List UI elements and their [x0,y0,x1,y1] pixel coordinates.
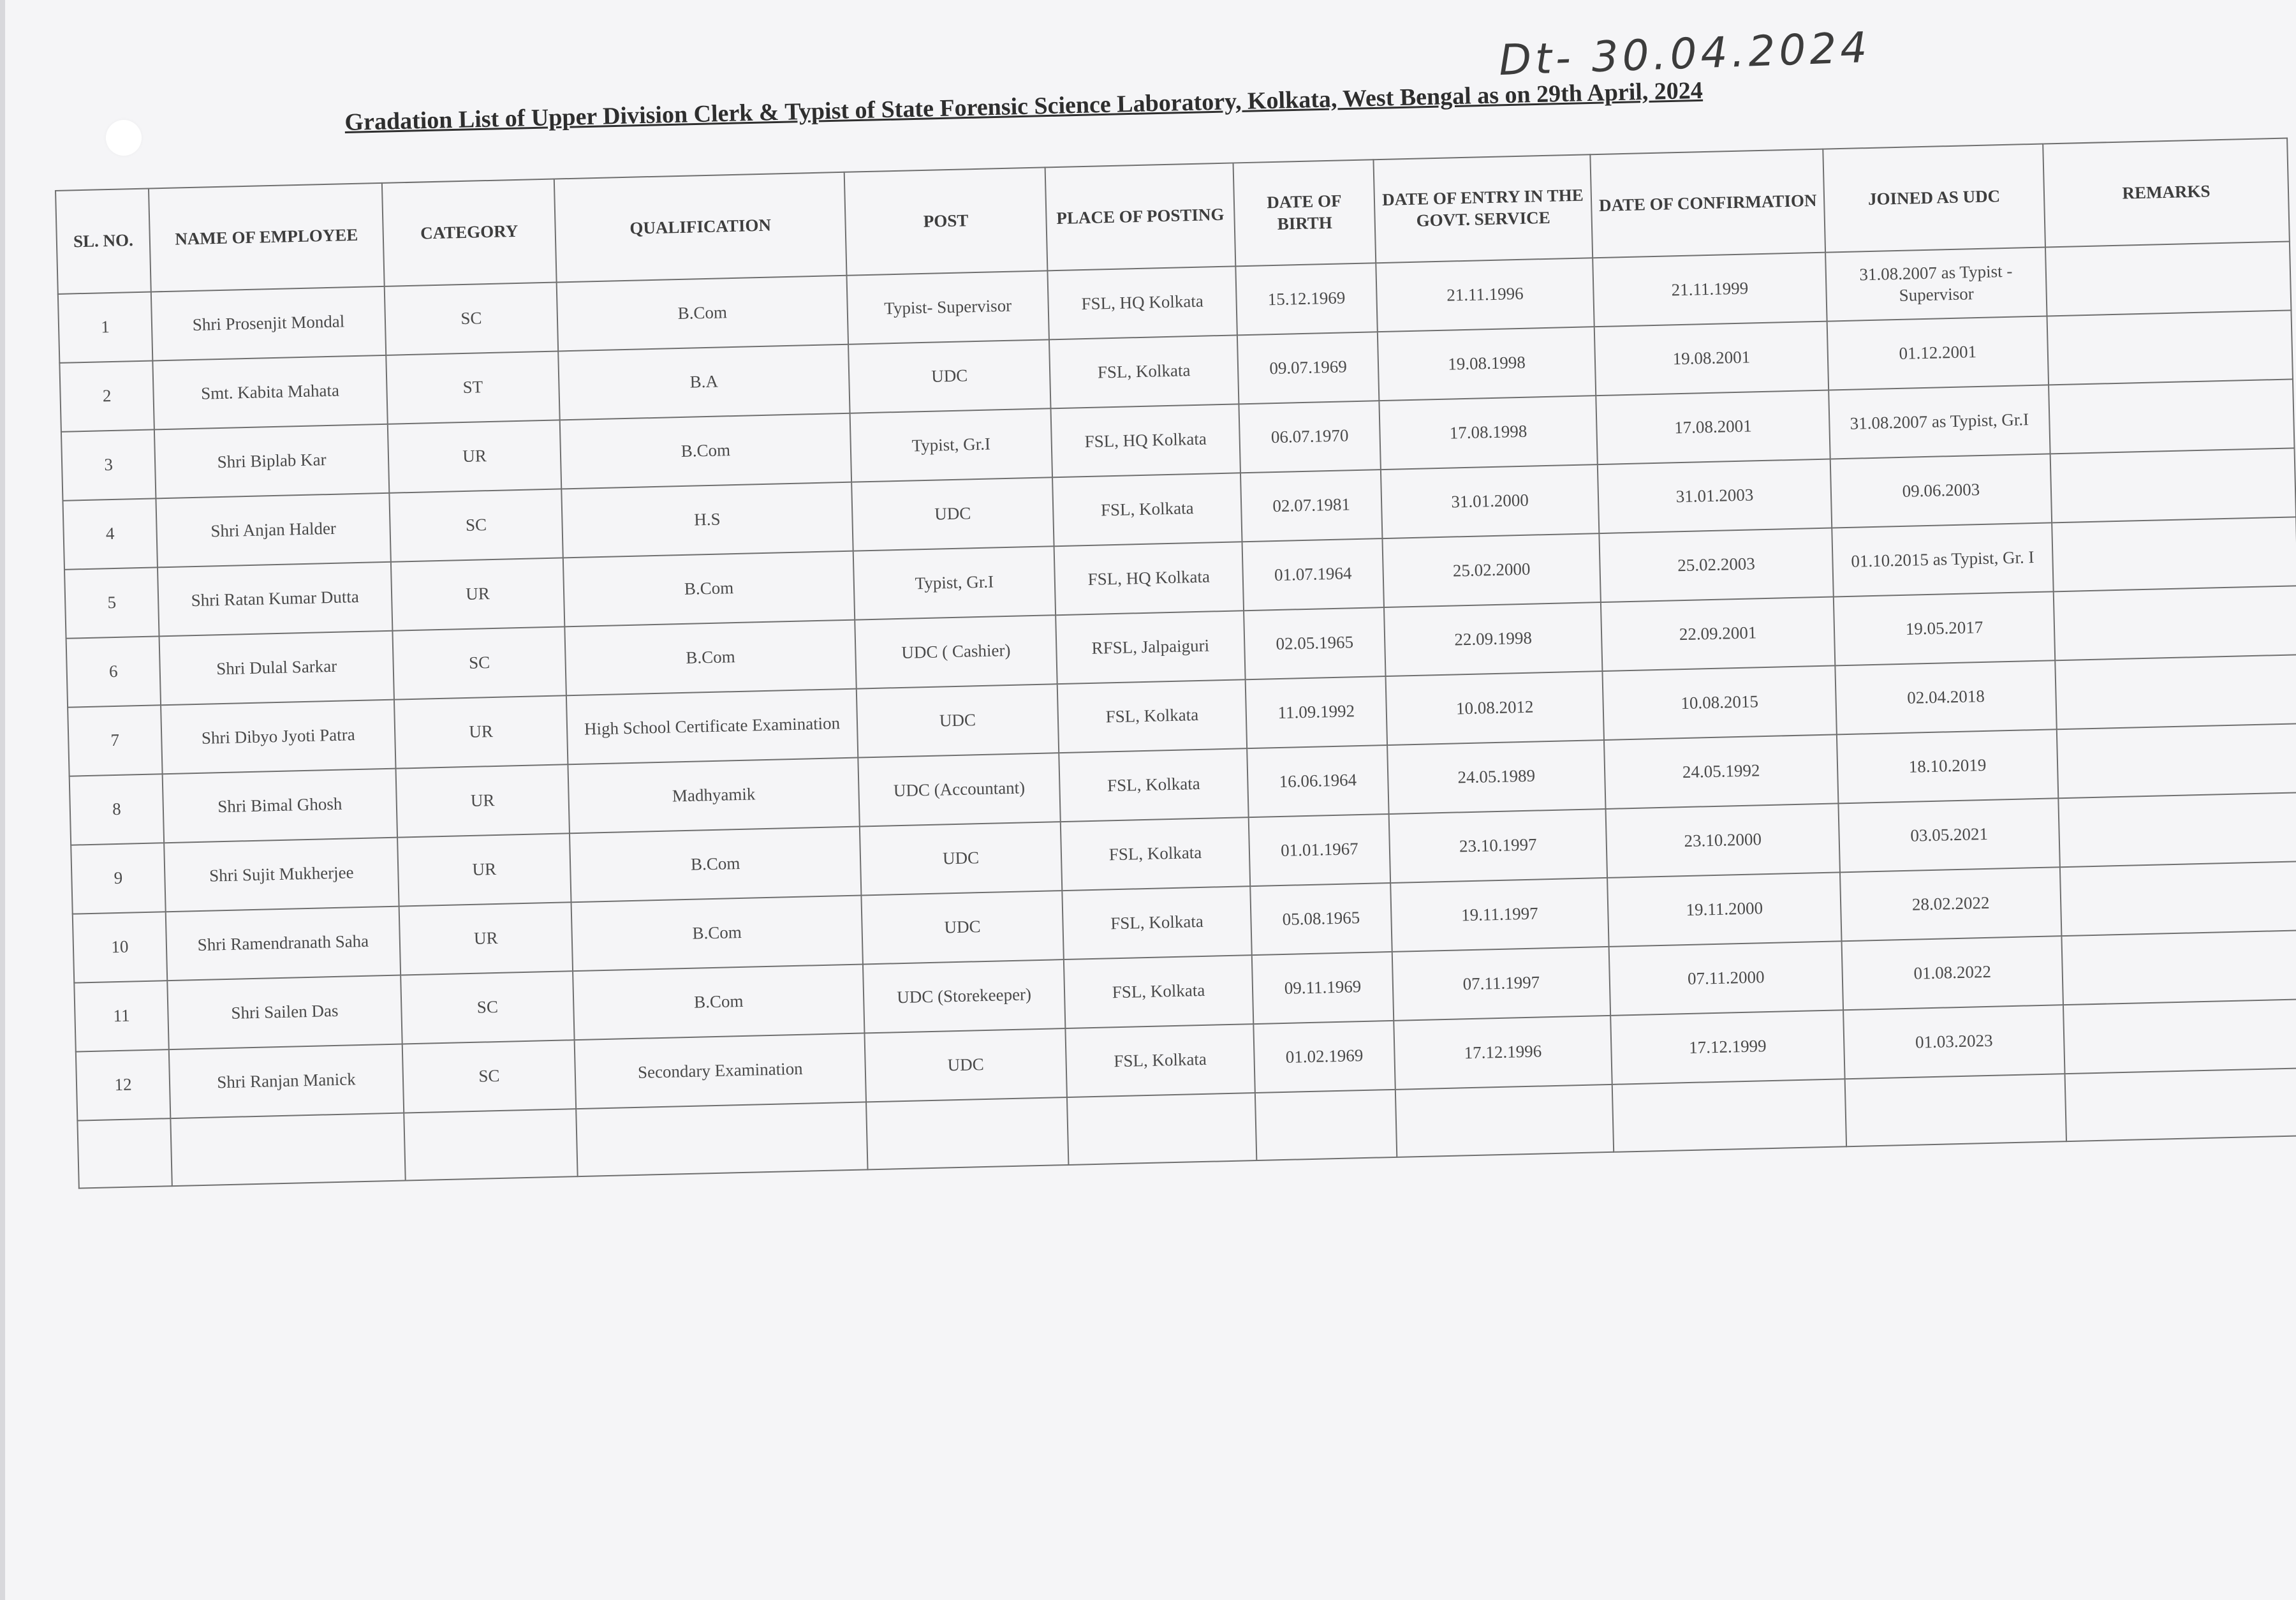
table-cell: 23.10.2000 [1606,803,1840,878]
table-cell: 01.01.1967 [1249,814,1390,886]
table-cell: Shri Ranjan Manick [169,1044,404,1119]
table-cell [2055,655,2296,729]
table-cell: 05.08.1965 [1250,883,1392,955]
table-cell: 01.12.2001 [1827,316,2049,390]
table-cell: UR [399,902,573,975]
table-cell: SC [402,1040,576,1113]
table-cell [2057,723,2296,798]
table-cell: B.Com [573,964,864,1040]
table-cell [2047,310,2293,385]
table-cell: 11.09.1992 [1246,676,1387,748]
table-cell [2058,792,2296,867]
empty-cell [1612,1079,1846,1152]
table-cell: 19.08.2001 [1594,322,1829,396]
table-cell: UR [394,695,568,768]
table-cell: FSL, Kolkata [1052,473,1242,546]
table-cell: H.S [561,482,853,558]
table-cell: 19.11.2000 [1607,872,1841,947]
table-cell: UDC [851,477,1054,551]
table-cell: 15.12.1969 [1235,263,1377,335]
column-header: SL. NO. [55,189,151,294]
table-cell: B.Com [560,413,851,489]
table-cell: FSL, HQ Kolkata [1050,404,1240,477]
table-cell: 8 [70,774,165,845]
table-cell: B.Com [557,276,848,352]
table-cell: B.Com [570,827,861,903]
table-cell: UDC (Storekeeper) [863,959,1065,1033]
table-cell: FSL, Kolkata [1049,335,1239,408]
table-cell: 01.02.1969 [1253,1021,1395,1093]
table-cell: 4 [63,498,158,569]
table-cell: SC [385,283,558,355]
table-cell: Smt. Kabita Mahata [152,355,387,430]
table-cell: Shri Biplab Kar [154,424,389,499]
table-cell: 06.07.1970 [1239,401,1380,473]
table-cell: UR [396,764,570,837]
table-cell: 31.08.2007 as Typist, Gr.I [1829,385,2050,459]
handwritten-date: Dt- 30.04.2024 [1498,22,1872,85]
table-cell: UDC [860,822,1062,895]
table-cell: 17.12.1999 [1610,1010,1844,1085]
table-cell: 07.11.2000 [1609,941,1843,1016]
table-cell: 24.05.1992 [1604,734,1838,809]
table-cell: RFSL, Jalpaiguri [1056,611,1245,684]
table-cell [2061,930,2296,1005]
table-cell [2063,999,2296,1074]
gradation-table [55,137,2296,1189]
empty-cell [1255,1090,1397,1160]
table-cell: SC [401,971,574,1044]
table-cell: FSL, Kolkata [1062,886,1251,959]
empty-cell [1395,1085,1614,1157]
table-cell: Madhyamik [568,758,859,834]
table-cell: 03.05.2021 [1838,798,2059,872]
table-cell: SC [389,489,563,561]
table-cell: UDC [861,891,1063,964]
table-cell: FSL, Kolkata [1059,748,1248,822]
table-cell: 22.09.2001 [1601,596,1835,671]
table-body [58,241,2296,1188]
column-header: DATE OF CONFIRMATION [1590,149,1825,258]
table-cell: 23.10.1997 [1389,809,1607,883]
table-cell: 21.11.1999 [1593,253,1827,327]
column-header: CATEGORY [382,179,557,286]
table-cell: 31.08.2007 as Typist - Supervisor [1825,247,2047,321]
empty-cell [1067,1093,1256,1165]
table-cell: 1 [58,292,153,362]
page-edge [0,0,5,1600]
table-cell: FSL, Kolkata [1057,679,1247,753]
empty-cell [77,1118,172,1188]
table-cell: 09.07.1969 [1237,332,1379,404]
table-cell: Shri Prosenjit Mondal [151,286,386,361]
empty-cell [170,1113,405,1187]
table-cell: UDC [857,684,1059,757]
table-cell: Shri Sujit Mukherjee [164,838,399,912]
table-cell: 3 [61,429,156,500]
table-cell: FSL, Kolkata [1061,817,1250,891]
table-cell: Shri Dulal Sarkar [159,631,394,706]
table-cell: 10.08.2012 [1386,671,1604,745]
table-cell: FSL, HQ Kolkata [1047,266,1237,339]
table-cell: UR [391,558,564,630]
column-header: DATE OF BIRTH [1233,159,1376,266]
table-cell: 31.01.2003 [1598,459,1832,534]
table-cell: 19.08.1998 [1378,327,1596,401]
table-cell: 01.07.1964 [1242,538,1384,611]
table-cell [2050,448,2296,522]
table-cell: Shri Dibyo Jyoti Patra [161,700,395,774]
table-cell: 16.06.1964 [1247,745,1388,817]
table-cell: 6 [66,636,161,707]
column-header: JOINED AS UDC [1823,144,2045,253]
table-cell [2045,241,2291,316]
table-cell: 22.09.1998 [1384,602,1602,676]
table-cell: Shri Sailen Das [167,975,402,1050]
table-cell [2052,517,2296,591]
table-cell: 18.10.2019 [1837,729,2058,803]
table-cell: UDC [848,339,1050,413]
table-cell: 02.07.1981 [1240,470,1382,542]
table-cell: B.Com [563,551,855,627]
table-cell: 28.02.2022 [1840,867,2061,941]
table-cell: High School Certificate Examination [566,689,858,765]
table-cell: 17.08.2001 [1596,390,1830,465]
table-cell: Shri Ratan Kumar Dutta [158,562,392,637]
table-cell: 12 [76,1049,171,1120]
table-cell: 31.01.2000 [1381,464,1599,538]
column-header: PLACE OF POSTING [1045,163,1236,270]
table-cell: SC [392,626,566,699]
table-cell: 01.10.2015 as Typist, Gr. I [1832,522,2053,596]
table-cell: UR [397,833,571,906]
table-cell: FSL, HQ Kolkata [1054,542,1244,615]
table-cell: 17.08.1998 [1379,396,1597,470]
table-cell: 25.02.2003 [1599,528,1833,603]
table-cell: 01.08.2022 [1842,936,2063,1010]
table-cell: 11 [74,981,169,1051]
table-cell: B.Com [571,896,863,972]
table-cell: UDC [864,1028,1066,1102]
empty-cell [866,1097,1068,1169]
table-cell: FSL, Kolkata [1065,1024,1255,1097]
empty-cell [576,1102,867,1176]
table-cell: UDC (Accountant) [858,753,1060,826]
table-cell: UDC ( Cashier) [855,615,1057,688]
column-header: DATE OF ENTRY IN THE GOVT. SERVICE [1373,154,1593,263]
table-cell: 17.12.1996 [1394,1016,1612,1090]
table-cell: Shri Ramendranath Saha [166,907,401,981]
table-cell [2049,379,2294,454]
table-cell: 25.02.2000 [1382,533,1600,607]
table-cell: Typist, Gr.I [850,408,1052,482]
table-cell: Typist- Supervisor [846,270,1049,344]
table-cell: Typist, Gr.I [853,546,1056,619]
table-cell: 02.04.2018 [1835,660,2056,734]
table-cell: 09.06.2003 [1830,454,2052,528]
empty-cell [404,1109,577,1180]
table-cell: Secondary Examination [575,1033,866,1109]
table-cell: 9 [71,843,166,914]
table-cell: UR [388,420,561,493]
document-title: Gradation List of Upper Division Clerk & Typist of State Forensic Science Laboratory, Kolkata, West Bengal as on 29th April, 2024 [344,77,1704,136]
table-cell: 2 [59,360,154,431]
table-cell: 01.03.2023 [1843,1005,2064,1079]
table-cell: 5 [64,567,159,638]
table-cell: Shri Anjan Halder [156,493,390,568]
table-cell [2054,586,2296,660]
table-cell: B.A [558,344,850,420]
table-cell: ST [386,351,559,424]
table-cell: 19.05.2017 [1834,591,2055,665]
table-cell: 10.08.2015 [1602,665,1836,740]
table-cell: 02.05.1965 [1244,607,1385,679]
table-cell [2060,861,2296,936]
table-cell: B.Com [564,620,856,696]
table-cell: 09.11.1969 [1252,952,1394,1024]
column-header: QUALIFICATION [554,172,847,283]
table-cell: 21.11.1996 [1376,258,1594,332]
table-cell: 24.05.1989 [1387,740,1605,814]
table-cell: 07.11.1997 [1392,947,1610,1021]
empty-cell [1845,1074,2066,1146]
punch-hole-mark [106,120,142,156]
table-cell: Shri Bimal Ghosh [163,769,397,843]
column-header: POST [844,167,1048,275]
column-header: NAME OF EMPLOYEE [149,183,385,292]
table-cell: 19.11.1997 [1390,878,1608,952]
gradation-table-container [55,138,2296,1189]
empty-cell [2065,1068,2296,1141]
table-cell: FSL, Kolkata [1064,955,1253,1028]
table-cell: 10 [73,912,168,982]
column-header: REMARKS [2043,138,2290,248]
table-cell: 7 [68,705,163,776]
